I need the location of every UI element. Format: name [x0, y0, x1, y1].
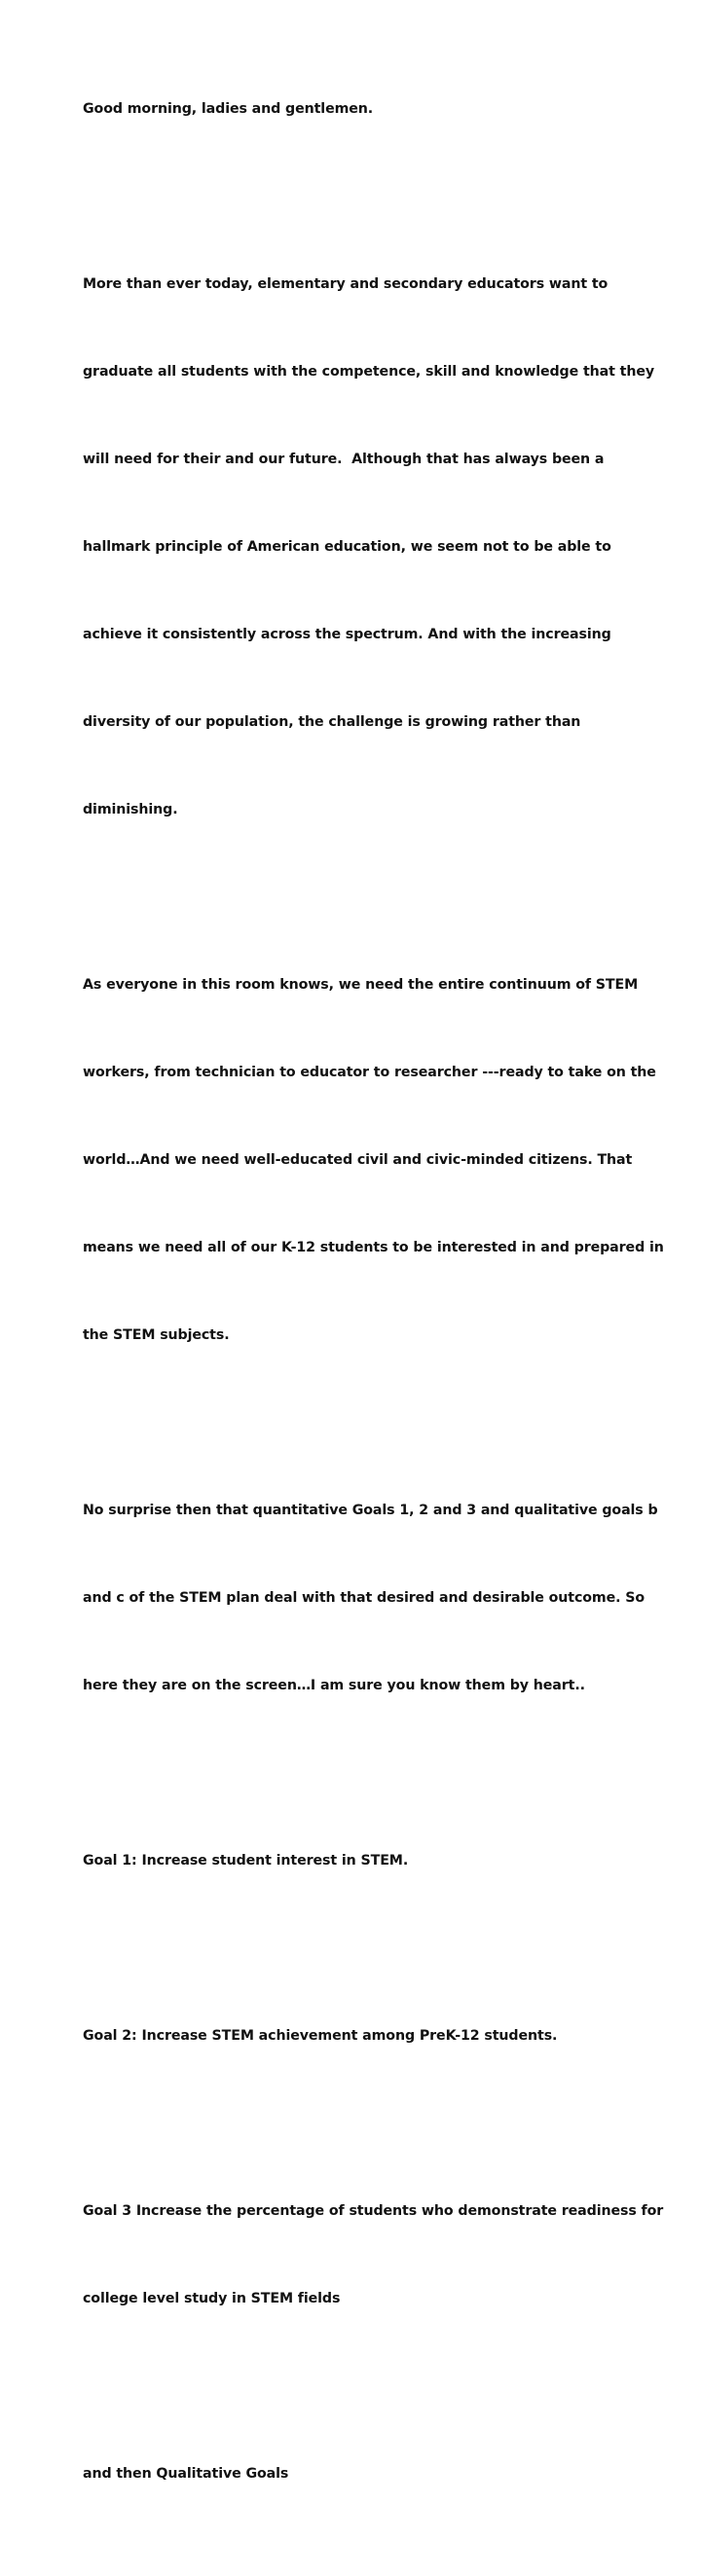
goal-3-line: college level study in STEM fields [83, 2291, 341, 2306]
paragraph-3 [83, 1437, 677, 1759]
speech-document [83, 36, 677, 2576]
paragraph-3-line: and c of the STEM plan deal with that desired and desirable outcome. So [83, 1590, 646, 1606]
greeting-line: Good morning, ladies and gentlemen. [83, 101, 374, 117]
paragraph-2-line: world…And we need well-educated civil and civic-minded citizens. That [83, 1152, 633, 1168]
goal-3-line: Goal 3 Increase the percentage of students who demonstrate readiness for [83, 2203, 664, 2219]
goal-1 [83, 1788, 677, 1934]
paragraph-1-line: achieve it consistently across the spectrum. And with the increasing [83, 627, 611, 642]
closing-line: and then Qualitative Goals [83, 2466, 289, 2482]
goal-2-line: Goal 2: Increase STEM achievement among PreK-12 students. [83, 2028, 558, 2044]
greeting [83, 36, 677, 182]
goal-3 [83, 2138, 677, 2372]
goal-1-line: Goal 1: Increase student interest in STEM. [83, 1853, 409, 1869]
paragraph-2-line: workers, from technician to educator to researcher ---ready to take on the [83, 1065, 656, 1080]
paragraph-3-line: here they are on the screen…I am sure you know them by heart.. [83, 1678, 585, 1693]
paragraph-1-line: graduate all students with the competence, skill and knowledge that they [83, 364, 654, 380]
goal-2 [83, 1963, 677, 2109]
paragraph-2-line: means we need all of our K-12 students to be interested in and prepared in [83, 1240, 664, 1255]
paragraph-2-line: the STEM subjects. [83, 1327, 230, 1343]
paragraph-1-line: diminishing. [83, 802, 178, 817]
paragraph-2-line: As everyone in this room knows, we need the entire continuum of STEM [83, 977, 639, 993]
paragraph-1 [83, 211, 677, 883]
paragraph-1-line: More than ever today, elementary and secondary educators want to [83, 276, 609, 292]
paragraph-1-line: hallmark principle of American education, we seem not to be able to [83, 539, 611, 555]
paragraph-2 [83, 912, 677, 1408]
paragraph-1-line: diversity of our population, the challenge is growing rather than [83, 714, 581, 730]
closing [83, 2401, 677, 2547]
paragraph-1-line: will need for their and our future. Although that has always been a [83, 452, 605, 467]
paragraph-3-line: No surprise then that quantitative Goals 1, 2 and 3 and qualitative goals b [83, 1503, 658, 1518]
